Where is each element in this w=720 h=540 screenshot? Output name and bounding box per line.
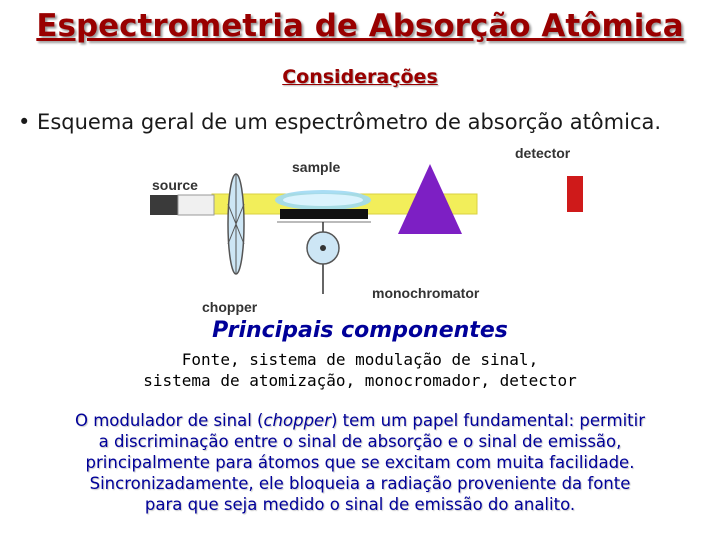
sample-label: sample	[292, 159, 341, 175]
note-line-1	[0, 410, 720, 431]
monochromator-label: monochromator	[372, 285, 480, 301]
components-line-2: sistema de atomização, monocromador, detector	[143, 371, 577, 390]
detector-label: detector	[515, 145, 571, 161]
spectrometer-diagram	[140, 142, 610, 320]
sample-glow-core	[283, 194, 363, 206]
chopper-label: chopper	[202, 299, 258, 315]
page-subtitle: Considerações	[282, 66, 438, 88]
note-line-1-before: O modulador de sinal (	[74, 411, 264, 430]
detector-box	[567, 176, 583, 212]
note-line-1-after: ) tem um papel fundamental: permitir	[331, 411, 646, 430]
section-heading: Principais componentes	[212, 318, 508, 343]
source-label: source	[152, 177, 198, 193]
chopper-note	[0, 410, 720, 515]
note-line-5: para que seja medido o sinal de emissão do analito.	[144, 495, 576, 514]
note-line-4: Sincronizadamente, ele bloqueia a radiação proveniente da fonte	[89, 474, 631, 493]
source-lamp	[150, 195, 178, 215]
source-window	[178, 195, 214, 215]
note-line-2: a discriminação entre o sinal de absorção e o sinal de emissão,	[98, 432, 622, 451]
note-line-3: principalmente para átomos que se excitam com muita facilidade.	[85, 453, 635, 472]
nebulizer-center	[320, 245, 326, 251]
bullet-text: • Esquema geral de um espectrômetro de absorção atômica.	[18, 110, 662, 134]
note-chopper-term: chopper	[263, 411, 331, 430]
components-list	[0, 349, 720, 391]
components-line-1: Fonte, sistema de modulação de sinal,	[181, 350, 539, 369]
sample-burner	[280, 209, 368, 219]
page-title: Espectrometria de Absorção Atômica	[36, 8, 684, 44]
